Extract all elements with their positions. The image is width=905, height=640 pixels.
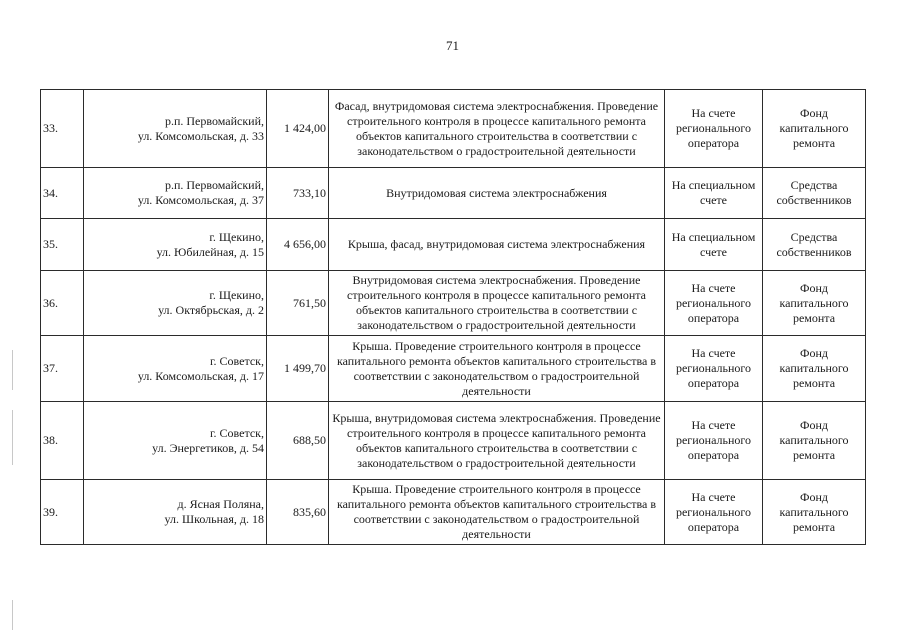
area-cell: 1 424,00 (267, 90, 329, 168)
area-cell: 835,60 (267, 480, 329, 545)
account-cell: На счете регионального оператора (665, 90, 763, 168)
work-description-cell: Крыша. Проведение строительного контроля в процессе капитального ремонта объектов капитального строительства в соответствии с законодательством о градостроительной деятельности (329, 336, 665, 402)
address-street: ул. Школьная, д. 18 (164, 512, 264, 526)
funding-source-cell: Фонд капитального ремонта (763, 480, 866, 545)
funding-source-cell: Фонд капитального ремонта (763, 402, 866, 480)
table-row (41, 480, 866, 545)
row-number: 37. (41, 336, 84, 402)
repair-register-table (40, 89, 866, 545)
table-row (41, 336, 866, 402)
address-cell (84, 90, 267, 168)
address-locality: г. Щекино, (209, 288, 264, 302)
row-number: 38. (41, 402, 84, 480)
table-row (41, 219, 866, 271)
area-cell: 1 499,70 (267, 336, 329, 402)
account-cell: На счете регионального оператора (665, 271, 763, 336)
work-description-cell: Внутридомовая система электроснабжения (329, 168, 665, 219)
address-street: ул. Октябрьская, д. 2 (158, 303, 264, 317)
address-cell (84, 480, 267, 545)
address-locality: г. Советск, (209, 425, 264, 440)
address-cell (84, 271, 267, 336)
row-number: 34. (41, 168, 84, 219)
area-cell: 733,10 (267, 168, 329, 219)
work-description-cell: Крыша. Проведение строительного контроля в процессе капитального ремонта объектов капитального строительства в соответствии с законодательством о градостроительной деятельности (329, 480, 665, 545)
account-cell: На счете регионального оператора (665, 336, 763, 402)
table-row (41, 402, 866, 480)
address-cell (84, 168, 267, 219)
funding-source-cell: Средства собственников (763, 168, 866, 219)
address-locality: р.п. Первомайский, (164, 178, 264, 192)
address-street: ул. Комсомольская, д. 33 (137, 128, 264, 143)
row-number: 36. (41, 271, 84, 336)
address-cell (84, 219, 267, 271)
address-street: ул. Комсомольская, д. 37 (137, 193, 264, 207)
table-row (41, 271, 866, 336)
address-street: ул. Юбилейная, д. 15 (156, 244, 264, 259)
address-street: ул. Комсомольская, д. 17 (137, 368, 264, 383)
area-cell: 688,50 (267, 402, 329, 480)
table-row (41, 90, 866, 168)
area-cell: 4 656,00 (267, 219, 329, 271)
address-locality: г. Щекино, (209, 229, 264, 244)
work-description-cell: Крыша, фасад, внутридомовая система электроснабжения (329, 219, 665, 271)
funding-source-cell: Фонд капитального ремонта (763, 336, 866, 402)
address-cell (84, 402, 267, 480)
scan-mark (12, 600, 13, 630)
work-description-cell: Крыша, внутридомовая система электроснабжения. Проведение строительного контроля в процессе капитального ремонта объектов капитального строительства в соответствии с законодательством о градостроительной деятельности (329, 402, 665, 480)
address-locality: д. Ясная Поляна, (177, 497, 264, 511)
page-number: 71 (446, 38, 459, 53)
account-cell: На счете регионального оператора (665, 480, 763, 545)
row-number: 39. (41, 480, 84, 545)
funding-source-cell: Средства собственников (763, 219, 866, 271)
row-number: 33. (41, 90, 84, 168)
table-row (41, 168, 866, 219)
scan-mark (12, 410, 13, 465)
address-street: ул. Энергетиков, д. 54 (152, 440, 264, 455)
row-number: 35. (41, 219, 84, 271)
funding-source-cell: Фонд капитального ремонта (763, 271, 866, 336)
account-cell: На счете регионального оператора (665, 402, 763, 480)
work-description-cell: Внутридомовая система электроснабжения. Проведение строительного контроля в процессе капитального ремонта объектов капитального строительства в соответствии с законодательством о градостроительной деятельности (329, 271, 665, 336)
account-cell: На специальном счете (665, 168, 763, 219)
funding-source-cell: Фонд капитального ремонта (763, 90, 866, 168)
address-cell (84, 336, 267, 402)
account-cell: На специальном счете (665, 219, 763, 271)
area-cell: 761,50 (267, 271, 329, 336)
address-locality: р.п. Первомайский, (164, 113, 264, 128)
scan-mark (12, 350, 13, 390)
address-locality: г. Советск, (209, 353, 264, 368)
work-description-cell: Фасад, внутридомовая система электроснабжения. Проведение строительного контроля в процессе капитального ремонта объектов капитального строительства в соответствии с законодательством о градостроительной деятельности (329, 90, 665, 168)
